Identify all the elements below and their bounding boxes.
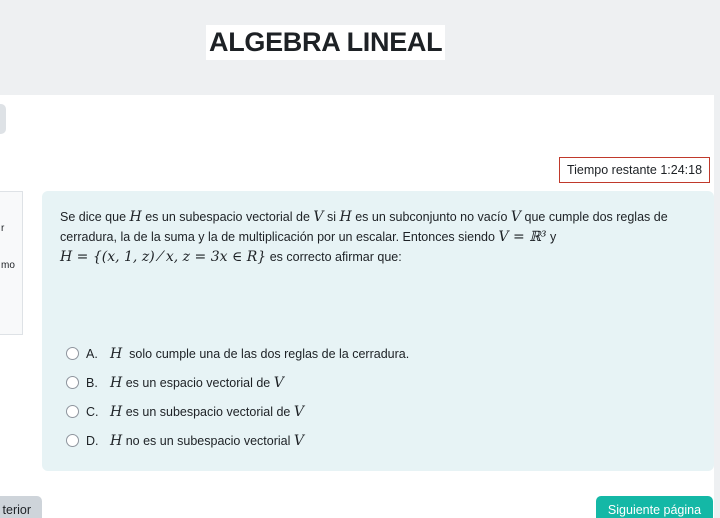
timer-value: 1:24:18 <box>660 163 703 177</box>
answer-letter: D. <box>86 433 99 448</box>
answer-option[interactable] <box>66 339 409 368</box>
question-text-fragment: Se dice que <box>60 210 127 224</box>
question-text-fragment: es un subconjunto no vacío <box>355 210 508 224</box>
answer-options <box>66 339 409 455</box>
right-gutter <box>714 95 720 518</box>
math-var: H <box>110 403 123 420</box>
question-info-panel <box>0 191 23 335</box>
answer-letter: A. <box>86 346 98 361</box>
radio-button[interactable] <box>66 376 79 389</box>
answer-text: es un espacio vectorial de <box>125 375 271 390</box>
question-text-fragment: si <box>327 210 337 224</box>
math-var: V <box>273 374 284 391</box>
math-set-definition: H = {(x, 1, z) ⁄ x, z = 3x ∈ R} <box>60 249 267 265</box>
drawer-toggle-button[interactable] <box>0 104 6 134</box>
previous-page-button[interactable]: terior <box>0 496 42 518</box>
time-remaining <box>559 157 710 183</box>
answer-option[interactable] <box>66 368 409 397</box>
radio-button[interactable] <box>66 347 79 360</box>
math-var: H <box>110 432 123 449</box>
answer-text: no es un subespacio vectorial <box>125 433 291 448</box>
math-var: V <box>313 209 324 225</box>
math-var: H <box>339 209 352 225</box>
radio-button[interactable] <box>66 405 79 418</box>
answer-option[interactable] <box>66 426 409 455</box>
next-page-button[interactable]: Siguiente página <box>596 496 713 518</box>
answer-letter: B. <box>86 375 98 390</box>
math-var: V <box>293 432 304 449</box>
course-title: ALGEBRA LINEAL <box>206 25 445 60</box>
answer-text: solo cumple una de las dos reglas de la cerradura. <box>129 346 410 361</box>
answer-letter: C. <box>86 404 99 419</box>
question-text-fragment: es correcto afirmar que: <box>269 250 402 264</box>
question-info-text: mo <box>1 260 15 271</box>
question-info-text: r <box>1 223 5 234</box>
page-header <box>0 0 720 95</box>
timer-label: Tiempo restante <box>566 163 657 177</box>
question-text <box>60 207 700 267</box>
question-text-fragment: y <box>549 230 557 244</box>
math-var: H <box>110 345 123 362</box>
question-text-fragment: que cumple dos reglas de cerradura, la de la suma y la de multiplicación por un escalar. Entonces siendo <box>60 210 668 244</box>
math-var: H <box>110 374 123 391</box>
math-var: V <box>293 403 304 420</box>
question-text-fragment: es un subespacio vectorial de <box>145 210 310 224</box>
math-equation: V = ℝ³ <box>498 229 547 245</box>
answer-text: es un subespacio vectorial de <box>125 404 291 419</box>
math-var: V <box>510 209 522 225</box>
answer-option[interactable] <box>66 397 409 426</box>
radio-button[interactable] <box>66 434 79 447</box>
math-var: H <box>129 209 142 225</box>
question-content <box>42 191 714 471</box>
